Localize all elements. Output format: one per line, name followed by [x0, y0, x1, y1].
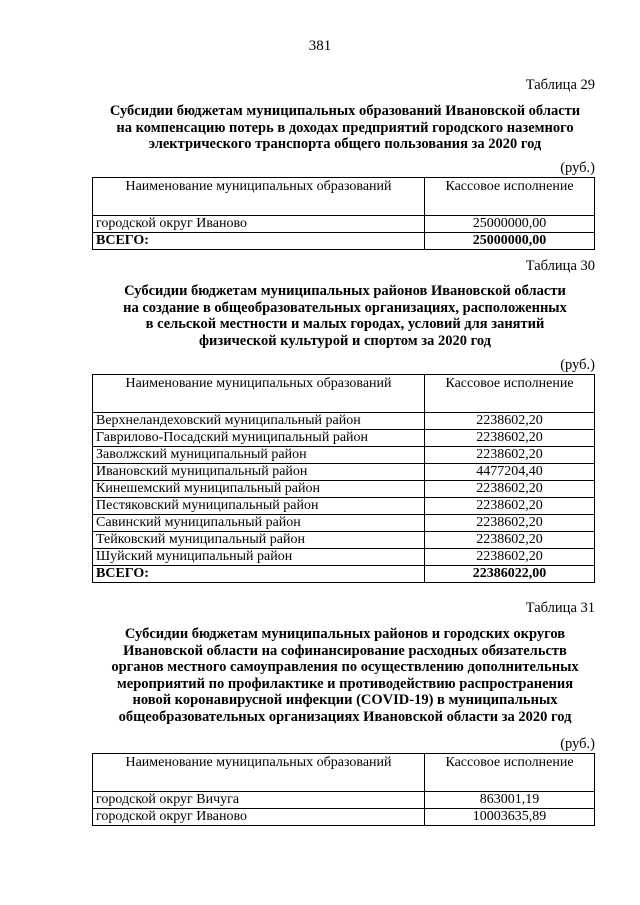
- column-header-name: Наименование муниципальных образований: [93, 375, 425, 413]
- row-name: Заволжский муниципальный район: [93, 447, 425, 464]
- row-value: 10003635,89: [425, 809, 595, 826]
- row-name: Савинский муниципальный район: [93, 515, 425, 532]
- row-name: Пестяковский муниципальный район: [93, 498, 425, 515]
- total-label: ВСЕГО:: [93, 233, 425, 250]
- heading-line: на создание в общеобразовательных организациях, расположенных: [123, 299, 567, 316]
- table-number-31: Таблица 31: [525, 600, 595, 616]
- table-number-30: Таблица 30: [525, 258, 595, 274]
- row-value: 2238602,20: [425, 549, 595, 566]
- heading-line: Субсидии бюджетам муниципальных образований Ивановской области: [109, 103, 581, 119]
- unit-label: (руб.): [560, 160, 595, 176]
- table-29-heading: [85, 103, 605, 153]
- total-value: 25000000,00: [425, 233, 595, 250]
- table-row: [93, 549, 595, 566]
- total-row: [93, 566, 595, 583]
- table-row: [93, 216, 595, 233]
- table-row: [93, 809, 595, 826]
- row-value: 2238602,20: [425, 413, 595, 430]
- row-value: 4477204,40: [425, 464, 595, 481]
- heading-line: органов местного самоуправления по осуществлению дополнительных: [111, 659, 579, 675]
- table-row: [93, 498, 595, 515]
- row-name: Тейковский муниципальный район: [93, 532, 425, 549]
- unit-label: (руб.): [560, 357, 595, 373]
- table-row: [93, 464, 595, 481]
- table-29: [92, 177, 595, 250]
- row-value: 2238602,20: [425, 532, 595, 549]
- heading-line: в сельской местности и малых городах, условий для занятий: [145, 316, 545, 332]
- table-header-row: [93, 754, 595, 792]
- row-value: 2238602,20: [425, 447, 595, 464]
- column-header-value: Кассовое исполнение: [425, 178, 595, 216]
- row-name: городской округ Иваново: [93, 216, 425, 233]
- column-header-name: Наименование муниципальных образований: [93, 754, 425, 792]
- heading-line: на компенсацию потерь в доходах предприятий городского наземного: [116, 119, 574, 136]
- heading-line: Субсидии бюджетам муниципальных районов и городских округов: [124, 626, 566, 642]
- table-31: [92, 753, 595, 826]
- table-header-row: [93, 178, 595, 216]
- row-value: 2238602,20: [425, 515, 595, 532]
- total-label: ВСЕГО:: [93, 566, 425, 583]
- row-name: Ивановский муниципальный район: [93, 464, 425, 481]
- row-value: 2238602,20: [425, 498, 595, 515]
- column-header-value: Кассовое исполнение: [425, 375, 595, 413]
- table-row: [93, 413, 595, 430]
- column-header-name: Наименование муниципальных образований: [93, 178, 425, 216]
- row-value: 2238602,20: [425, 481, 595, 498]
- total-value: 22386022,00: [425, 566, 595, 583]
- table-30-heading: [85, 283, 605, 349]
- table-number-29: Таблица 29: [525, 77, 595, 93]
- row-name: городской округ Вичуга: [93, 792, 425, 809]
- heading-line: общеобразовательных организациях Ивановской области за 2020 год: [118, 708, 572, 725]
- table-row: [93, 515, 595, 532]
- table-31-heading: [85, 626, 605, 725]
- row-name: Кинешемский муниципальный район: [93, 481, 425, 498]
- row-name: Верхнеландеховский муниципальный район: [93, 413, 425, 430]
- row-value: 863001,19: [425, 792, 595, 809]
- table-row: [93, 532, 595, 549]
- row-value: 25000000,00: [425, 216, 595, 233]
- table-row: [93, 447, 595, 464]
- row-value: 2238602,20: [425, 430, 595, 447]
- heading-line: физической культурой и спортом за 2020 год: [199, 332, 491, 349]
- heading-line: Субсидии бюджетам муниципальных районов Ивановской области: [124, 283, 566, 299]
- unit-label: (руб.): [560, 736, 595, 752]
- heading-line: мероприятий по профилактике и противодействию распространения: [116, 675, 574, 692]
- table-row: [93, 481, 595, 498]
- row-name: городской округ Иваново: [93, 809, 425, 826]
- row-name: Шуйский муниципальный район: [93, 549, 425, 566]
- heading-line: Ивановской области на софинансирование расходных обязательств: [123, 642, 567, 659]
- heading-line: новой коронавирусной инфекции (COVID-19) в муниципальных: [132, 692, 558, 708]
- row-name: Гаврилово-Посадский муниципальный район: [93, 430, 425, 447]
- table-row: [93, 792, 595, 809]
- column-header-value: Кассовое исполнение: [425, 754, 595, 792]
- table-30: [92, 374, 595, 583]
- heading-line: электрического транспорта общего пользования за 2020 год: [148, 136, 542, 152]
- table-row: [93, 430, 595, 447]
- table-header-row: [93, 375, 595, 413]
- total-row: [93, 233, 595, 250]
- page-number: 381: [308, 38, 332, 54]
